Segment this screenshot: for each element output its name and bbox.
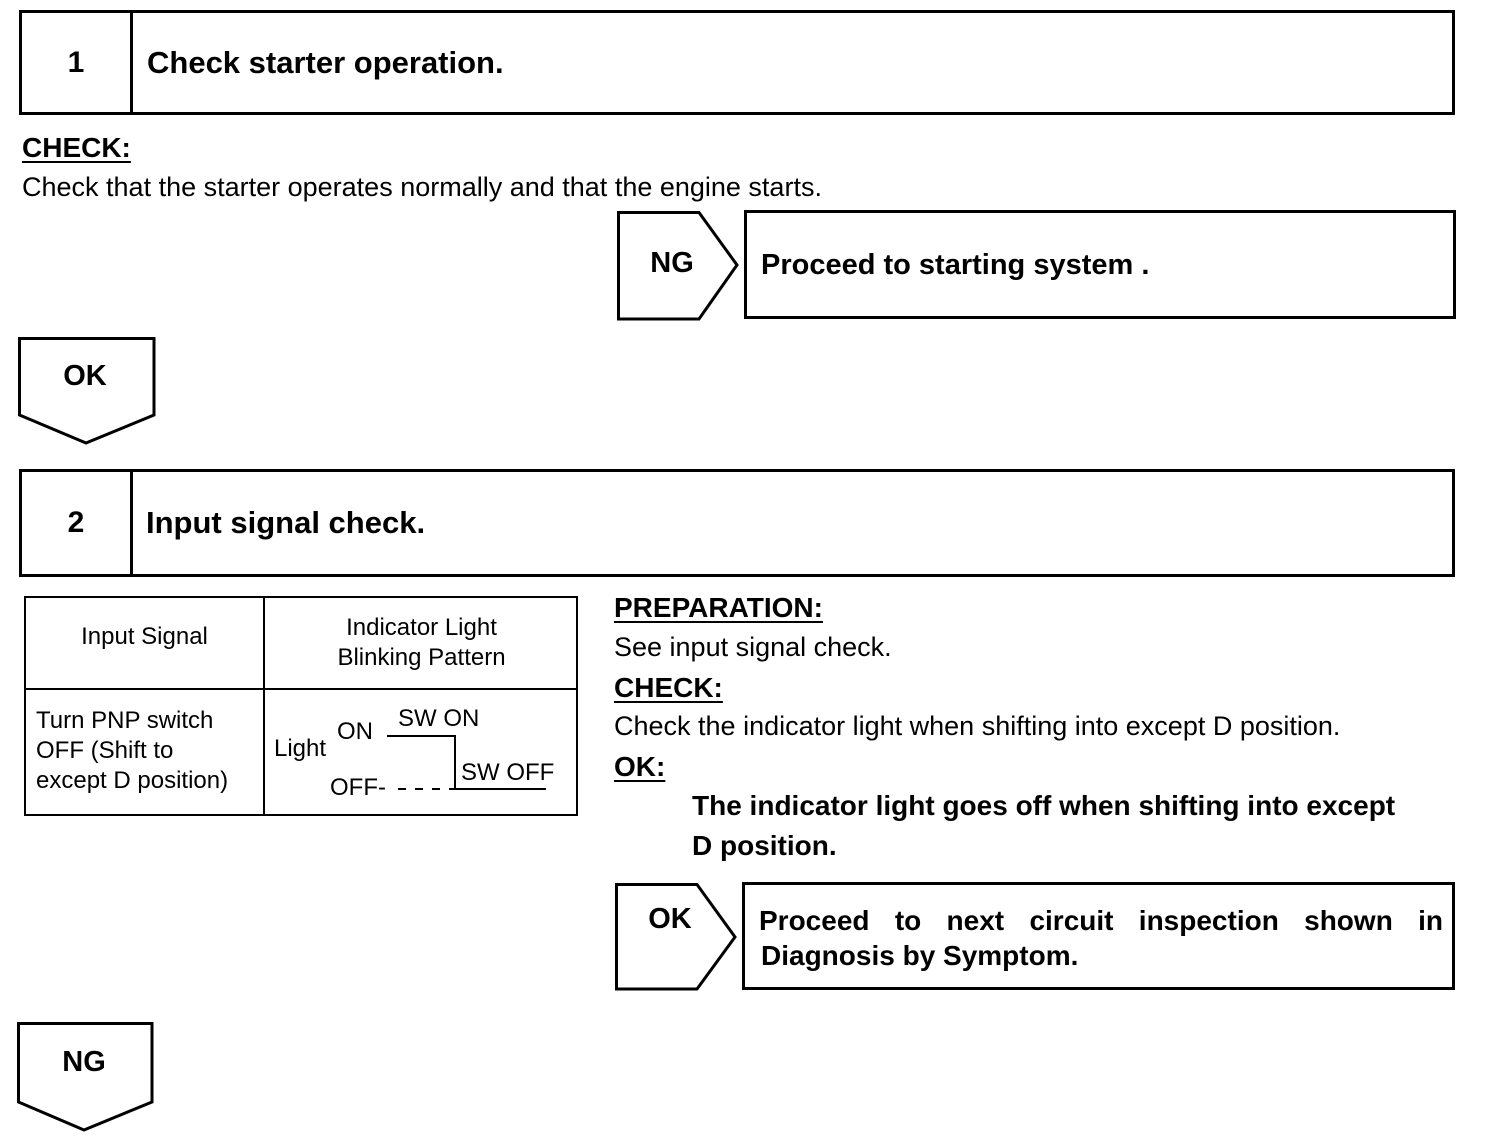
diagram-off-label: OFF- (330, 774, 386, 801)
step1-header (19, 10, 1455, 115)
step2-ok-result-line1: Proceed to next circuit inspection shown in (759, 905, 1443, 936)
step2-ok-text-line1: The indicator light goes off when shifting into except (692, 790, 1396, 821)
step1-ng-result: Proceed to starting system . (761, 249, 1150, 281)
step2-ok-result-line2: Diagnosis by Symptom. (761, 940, 1079, 971)
table-cell-signal-line1: Turn PNP switch (36, 707, 214, 734)
table-header-indicator-line2: Blinking Pattern (337, 644, 506, 671)
step2-title: Input signal check. (146, 505, 426, 540)
step1-ng-tag: NG (650, 247, 694, 279)
step2-check-text: Check the indicator light when shifting into except D position. (614, 711, 1341, 741)
diagram-waveform (26, 598, 578, 816)
step2-ok-text-line2: D position. (692, 830, 837, 861)
step1-check-text: Check that the starter operates normally and that the engine starts. (22, 172, 822, 202)
step2-ng-tag: NG (62, 1046, 106, 1078)
step1-check-label: CHECK: (22, 132, 131, 163)
step1-ok-tag: OK (63, 360, 107, 392)
step2-ok-arrow (615, 883, 739, 992)
step2-number: 2 (22, 472, 133, 574)
step2-preparation-label: PREPARATION: (614, 592, 823, 623)
step1-number: 1 (22, 13, 133, 112)
diagram-on-label: ON (337, 718, 373, 745)
diagram-sw-on-label: SW ON (398, 705, 480, 732)
step2-ok-label: OK: (614, 751, 666, 782)
step2-check-label: CHECK: (614, 672, 723, 703)
step2-ok-tag: OK (648, 903, 692, 935)
diagram-light-label: Light (274, 735, 327, 762)
table-cell-signal-line2: OFF (Shift to (36, 737, 174, 764)
step1-ng-result-box (744, 210, 1456, 319)
table-header-indicator-line1: Indicator Light (346, 614, 497, 641)
step2-preparation-text: See input signal check. (614, 632, 892, 662)
input-signal-table (24, 596, 578, 816)
diagram-sw-off-label: SW OFF (461, 759, 555, 786)
step2-header (19, 469, 1455, 577)
step1-title: Check starter operation. (147, 44, 504, 80)
table-header-input-signal: Input Signal (81, 623, 208, 650)
step2-ok-result-box (742, 882, 1455, 990)
table-cell-signal-line3: except D position) (36, 767, 229, 794)
